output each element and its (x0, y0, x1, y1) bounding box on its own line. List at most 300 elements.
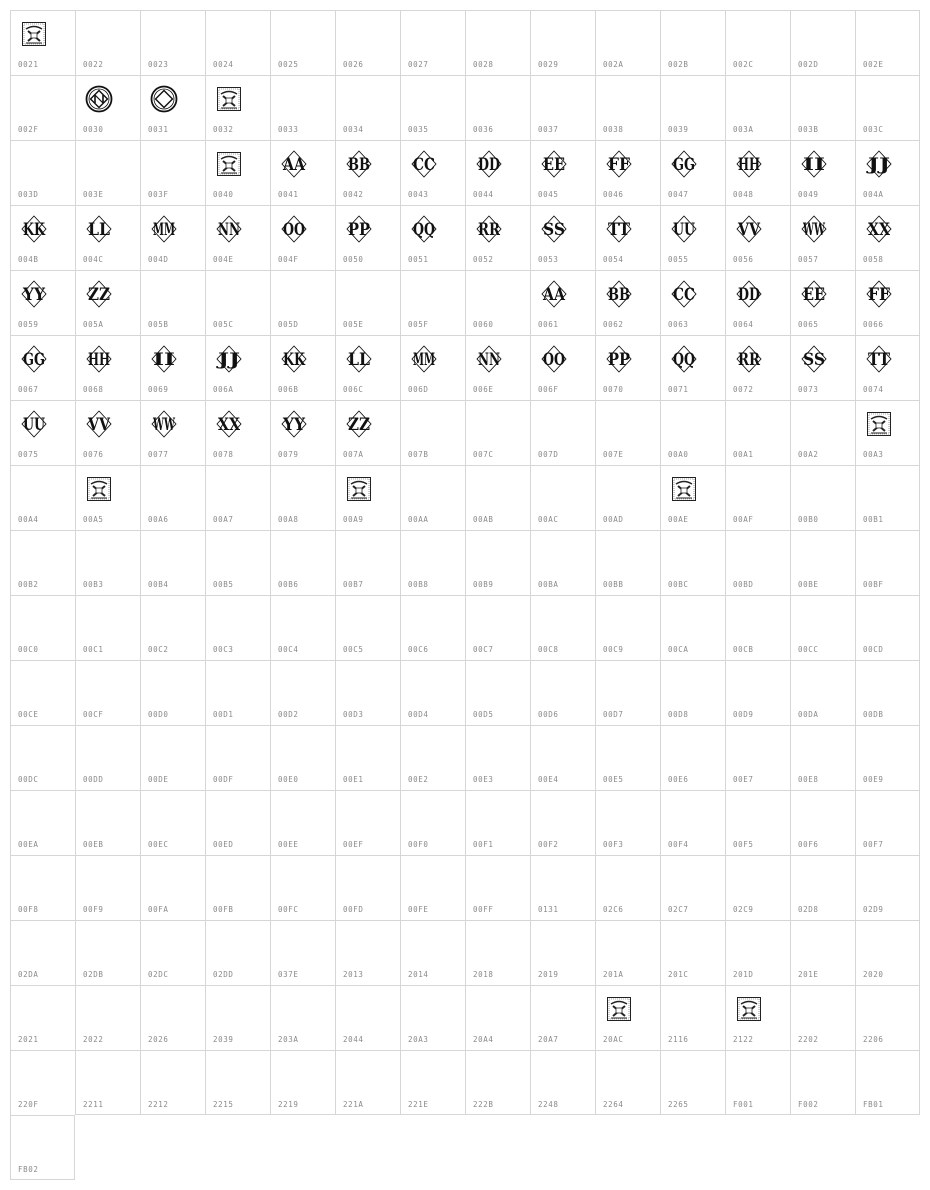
glyph-cell-00a8 (270, 465, 335, 530)
monogram-glyph (214, 214, 244, 244)
glyph-cell-0044 (465, 140, 530, 205)
emblem-icon (604, 994, 634, 1024)
monogram-letters: YY (22, 285, 46, 305)
monogram-letters: YY (282, 415, 306, 435)
monogram-glyph (344, 214, 374, 244)
glyph-cell-0022 (75, 10, 140, 75)
glyph-cell-00be (790, 530, 855, 595)
monogram-glyph (864, 344, 894, 374)
glyph-cell-02dc (140, 920, 205, 985)
glyph-code-label: 0039 (668, 125, 689, 134)
glyph-cell-00de (140, 725, 205, 790)
glyph-cell-0046 (595, 140, 660, 205)
glyph-code-label: 02C7 (668, 905, 689, 914)
glyph-code-label: 00BE (798, 580, 819, 589)
glyph-code-label: 2044 (343, 1035, 364, 1044)
glyph-code-label: 00DE (148, 775, 169, 784)
glyph-cell-00f6 (790, 790, 855, 855)
glyph-code-label: 20A3 (408, 1035, 429, 1044)
glyph-cell-00e5 (595, 725, 660, 790)
glyph-code-label: 00EA (18, 840, 39, 849)
glyph-cell-0036 (465, 75, 530, 140)
glyph-code-label: 006A (213, 385, 234, 394)
glyph-code-label: 00F8 (18, 905, 39, 914)
glyph-cell-006e (465, 335, 530, 400)
glyph-code-label: 00B4 (148, 580, 169, 589)
monogram-letters: BB (348, 155, 370, 175)
monogram-glyph (84, 279, 114, 309)
glyph-cell-f001 (725, 1050, 790, 1115)
monogram-glyph (279, 149, 309, 179)
glyph-code-label: 00B5 (213, 580, 234, 589)
glyph-cell-0072 (725, 335, 790, 400)
glyph-code-label: 00A1 (733, 450, 754, 459)
glyph-code-label: 00C8 (538, 645, 559, 654)
glyph-cell-00d6 (530, 660, 595, 725)
glyph-cell-00bf (855, 530, 920, 595)
glyph-cell-00f9 (75, 855, 140, 920)
monogram-letters: FF (868, 285, 890, 305)
glyph-cell-0074 (855, 335, 920, 400)
glyph-code-label: 02C6 (603, 905, 624, 914)
glyph-cell-2211 (75, 1050, 140, 1115)
glyph-code-label: 00E1 (343, 775, 364, 784)
glyph-code-label: 0069 (148, 385, 169, 394)
glyph-cell-0048 (725, 140, 790, 205)
glyph-code-label: 00C3 (213, 645, 234, 654)
glyph-cell-0043 (400, 140, 465, 205)
glyph-code-label: 0044 (473, 190, 494, 199)
monogram-letters: CC (673, 285, 695, 305)
glyph-cell-0076 (75, 400, 140, 465)
glyph-code-label: 0131 (538, 905, 559, 914)
glyph-code-label: 0053 (538, 255, 559, 264)
glyph-cell-20a3 (400, 985, 465, 1050)
monogram-letters: XX (218, 415, 241, 435)
glyph-code-label: 00F2 (538, 840, 559, 849)
emblem-icon (214, 149, 244, 179)
glyph-code-label: 00B7 (343, 580, 364, 589)
glyph-cell-0026 (335, 10, 400, 75)
glyph-cell-02dd (205, 920, 270, 985)
glyph-cell-007d (530, 400, 595, 465)
glyph-code-label: 005A (83, 320, 104, 329)
monogram-glyph (214, 344, 244, 374)
glyph-code-label: 0077 (148, 450, 169, 459)
glyph-code-label: 003E (83, 190, 104, 199)
monogram-glyph (734, 279, 764, 309)
monogram-glyph (344, 409, 374, 439)
glyph-code-label: 00EE (278, 840, 299, 849)
glyph-code-label: 00AE (668, 515, 689, 524)
glyph-code-label: 00CF (83, 710, 104, 719)
glyph-cell-00d5 (465, 660, 530, 725)
glyph-code-label: 02D8 (798, 905, 819, 914)
glyph-code-label: 003A (733, 125, 754, 134)
glyph-cell-00f3 (595, 790, 660, 855)
glyph-cell-2215 (205, 1050, 270, 1115)
glyph-code-label: 00EF (343, 840, 364, 849)
monogram-glyph (19, 344, 49, 374)
glyph-code-label: 00AB (473, 515, 494, 524)
glyph-code-label: 2202 (798, 1035, 819, 1044)
glyph-code-label: 0055 (668, 255, 689, 264)
emblem-icon (669, 474, 699, 504)
glyph-code-label: 0024 (213, 60, 234, 69)
glyph-cell-0039 (660, 75, 725, 140)
glyph-cell-005a (75, 270, 140, 335)
glyph-cell-002e (855, 10, 920, 75)
glyph-code-label: 00D9 (733, 710, 754, 719)
monogram-glyph (84, 344, 114, 374)
glyph-code-label: 00F6 (798, 840, 819, 849)
glyph-cell-00f2 (530, 790, 595, 855)
glyph-cell-201d (725, 920, 790, 985)
glyph-cell-0079 (270, 400, 335, 465)
glyph-cell-0050 (335, 205, 400, 270)
glyph-cell-00b2 (10, 530, 75, 595)
glyph-cell-00cb (725, 595, 790, 660)
glyph-code-label: 0054 (603, 255, 624, 264)
monogram-letters: AA (542, 285, 566, 305)
glyph-code-label: 00F7 (863, 840, 884, 849)
glyph-code-label: 2248 (538, 1100, 559, 1109)
emblem-icon (344, 474, 374, 504)
monogram-glyph (734, 149, 764, 179)
glyph-cell-201c (660, 920, 725, 985)
monogram-glyph (734, 214, 764, 244)
monogram-letters: SS (803, 350, 825, 370)
glyph-code-label: 0072 (733, 385, 754, 394)
glyph-cell-005c (205, 270, 270, 335)
monogram-letters: MM (413, 350, 436, 370)
glyph-cell-00f4 (660, 790, 725, 855)
glyph-cell-20ac (595, 985, 660, 1050)
glyph-code-label: 2264 (603, 1100, 624, 1109)
glyph-cell-00a9 (335, 465, 400, 530)
glyph-code-label: 00E9 (863, 775, 884, 784)
glyph-code-label: 003B (798, 125, 819, 134)
glyph-code-label: 221A (343, 1100, 364, 1109)
glyph-cell-003f (140, 140, 205, 205)
glyph-cell-00b1 (855, 465, 920, 530)
monogram-letters: HH (738, 155, 760, 175)
glyph-cell-004d (140, 205, 205, 270)
glyph-cell-0035 (400, 75, 465, 140)
glyph-cell-00d1 (205, 660, 270, 725)
glyph-cell-007a (335, 400, 400, 465)
glyph-cell-0075 (10, 400, 75, 465)
glyph-cell-02c6 (595, 855, 660, 920)
glyph-code-label: 00E5 (603, 775, 624, 784)
glyph-code-label: 0041 (278, 190, 299, 199)
glyph-cell-004e (205, 205, 270, 270)
glyph-cell-0021 (10, 10, 75, 75)
glyph-cell-0070 (595, 335, 660, 400)
glyph-code-label: 00BC (668, 580, 689, 589)
glyph-code-label: 0025 (278, 60, 299, 69)
glyph-cell-0029 (530, 10, 595, 75)
monogram-glyph (864, 214, 894, 244)
glyph-cell-037e (270, 920, 335, 985)
glyph-cell-00bc (660, 530, 725, 595)
glyph-code-label: 00CC (798, 645, 819, 654)
glyph-cell-00a0 (660, 400, 725, 465)
glyph-code-label: 0033 (278, 125, 299, 134)
glyph-cell-00eb (75, 790, 140, 855)
glyph-cell-00a1 (725, 400, 790, 465)
glyph-code-label: 00FE (408, 905, 429, 914)
monogram-letters: EE (543, 155, 566, 175)
glyph-code-label: 0050 (343, 255, 364, 264)
glyph-cell-0071 (660, 335, 725, 400)
glyph-code-label: 00A6 (148, 515, 169, 524)
glyph-cell-00ec (140, 790, 205, 855)
glyph-code-label: 00E7 (733, 775, 754, 784)
glyph-cell-0063 (660, 270, 725, 335)
glyph-cell-00b6 (270, 530, 335, 595)
glyph-cell-0028 (465, 10, 530, 75)
glyph-code-label: 20AC (603, 1035, 624, 1044)
glyph-code-label: 005C (213, 320, 234, 329)
glyph-cell-0052 (465, 205, 530, 270)
glyph-code-label: 00A8 (278, 515, 299, 524)
glyph-code-label: 00FF (473, 905, 494, 914)
glyph-cell-00b0 (790, 465, 855, 530)
glyph-cell-00d4 (400, 660, 465, 725)
glyph-cell-003d (10, 140, 75, 205)
glyph-cell-0056 (725, 205, 790, 270)
glyph-cell-0054 (595, 205, 660, 270)
glyph-cell-00cd (855, 595, 920, 660)
glyph-cell-00c5 (335, 595, 400, 660)
glyph-cell-007c (465, 400, 530, 465)
monogram-letters: TT (868, 350, 891, 370)
glyph-cell-00e8 (790, 725, 855, 790)
glyph-cell-fb01 (855, 1050, 920, 1115)
glyph-cell-003b (790, 75, 855, 140)
glyph-code-label: 002D (798, 60, 819, 69)
monogram-glyph (539, 149, 569, 179)
glyph-code-label: 00E6 (668, 775, 689, 784)
glyph-cell-0032 (205, 75, 270, 140)
glyph-code-label: 00D2 (278, 710, 299, 719)
glyph-code-label: 005F (408, 320, 429, 329)
glyph-code-label: 0068 (83, 385, 104, 394)
glyph-code-label: 0029 (538, 60, 559, 69)
glyph-cell-0078 (205, 400, 270, 465)
glyph-cell-005f (400, 270, 465, 335)
monogram-letters: DD (478, 155, 501, 175)
monogram-letters: EE (803, 285, 826, 305)
glyph-code-label: 02C9 (733, 905, 754, 914)
glyph-cell-00f5 (725, 790, 790, 855)
glyph-code-label: 0058 (863, 255, 884, 264)
glyph-cell-00a6 (140, 465, 205, 530)
monogram-glyph (799, 149, 829, 179)
monogram-glyph (474, 149, 504, 179)
glyph-cell-0038 (595, 75, 660, 140)
glyph-code-label: 02DB (83, 970, 104, 979)
glyph-code-label: 00B2 (18, 580, 39, 589)
glyph-code-label: 00B8 (408, 580, 429, 589)
glyph-cell-002c (725, 10, 790, 75)
glyph-cell-00e0 (270, 725, 335, 790)
monogram-glyph (539, 214, 569, 244)
glyph-cell-00af (725, 465, 790, 530)
monogram-letters: DD (738, 285, 761, 305)
monogram-glyph (214, 409, 244, 439)
glyph-code-label: 0067 (18, 385, 39, 394)
monogram-letters: ZZ (348, 415, 370, 435)
glyph-cell-20a7 (530, 985, 595, 1050)
glyph-code-label: 00DD (83, 775, 104, 784)
glyph-cell-00e6 (660, 725, 725, 790)
glyph-cell-2044 (335, 985, 400, 1050)
circle-monogram-icon (84, 84, 114, 114)
glyph-cell-0059 (10, 270, 75, 335)
glyph-code-label: 00FB (213, 905, 234, 914)
glyph-cell-0055 (660, 205, 725, 270)
monogram-letters: WW (152, 415, 176, 435)
glyph-code-label: 2211 (83, 1100, 104, 1109)
glyph-code-label: 20A4 (473, 1035, 494, 1044)
glyph-code-label: 2022 (83, 1035, 104, 1044)
monogram-glyph (864, 279, 894, 309)
glyph-cell-00fb (205, 855, 270, 920)
glyph-cell-2206 (855, 985, 920, 1050)
glyph-code-label: 2206 (863, 1035, 884, 1044)
glyph-code-label: 00BD (733, 580, 754, 589)
glyph-code-label: 0045 (538, 190, 559, 199)
monogram-letters: OO (543, 350, 566, 370)
glyph-code-label: 00A9 (343, 515, 364, 524)
glyph-cell-0061 (530, 270, 595, 335)
glyph-code-label: FB01 (863, 1100, 884, 1109)
monogram-glyph (604, 149, 634, 179)
glyph-code-label: 0043 (408, 190, 429, 199)
glyph-code-label: 007E (603, 450, 624, 459)
glyph-code-label: 0076 (83, 450, 104, 459)
glyph-cell-002f (10, 75, 75, 140)
glyph-cell-00a4 (10, 465, 75, 530)
glyph-cell-2202 (790, 985, 855, 1050)
glyph-code-label: 006D (408, 385, 429, 394)
glyph-cell-0057 (790, 205, 855, 270)
glyph-cell-00a2 (790, 400, 855, 465)
glyph-cell-fb02 (10, 1115, 75, 1180)
glyph-code-label: 00E8 (798, 775, 819, 784)
glyph-cell-221e (400, 1050, 465, 1115)
glyph-code-label: 00CD (863, 645, 884, 654)
glyph-cell-2122 (725, 985, 790, 1050)
monogram-letters: VV (737, 220, 761, 240)
glyph-code-label: 007A (343, 450, 364, 459)
glyph-cell-00ac (530, 465, 595, 530)
glyph-cell-00b3 (75, 530, 140, 595)
glyph-cell-00b8 (400, 530, 465, 595)
glyph-code-label: 0057 (798, 255, 819, 264)
glyph-code-label: 0073 (798, 385, 819, 394)
glyph-cell-2026 (140, 985, 205, 1050)
glyph-cell-00df (205, 725, 270, 790)
glyph-cell-00cf (75, 660, 140, 725)
glyph-code-label: 00FA (148, 905, 169, 914)
glyph-code-label: 00EC (148, 840, 169, 849)
glyph-code-label: 00D3 (343, 710, 364, 719)
glyph-code-label: 00A7 (213, 515, 234, 524)
glyph-code-label: 00F4 (668, 840, 689, 849)
glyph-cell-006d (400, 335, 465, 400)
glyph-cell-201a (595, 920, 660, 985)
glyph-cell-004a (855, 140, 920, 205)
monogram-glyph (799, 344, 829, 374)
glyph-code-label: 00D8 (668, 710, 689, 719)
glyph-cell-00ed (205, 790, 270, 855)
glyph-cell-00ae (660, 465, 725, 530)
glyph-cell-00fa (140, 855, 205, 920)
monogram-letters: II (153, 350, 176, 370)
monogram-letters: AA (282, 155, 306, 175)
monogram-glyph (279, 214, 309, 244)
glyph-code-label: 00D5 (473, 710, 494, 719)
glyph-cell-00aa (400, 465, 465, 530)
glyph-cell-201e (790, 920, 855, 985)
glyph-cell-0031 (140, 75, 205, 140)
glyph-cell-00bd (725, 530, 790, 595)
monogram-letters: JJ (865, 155, 890, 175)
glyph-cell-00b5 (205, 530, 270, 595)
emblem-icon (84, 474, 114, 504)
monogram-glyph (799, 279, 829, 309)
glyph-code-label: 0052 (473, 255, 494, 264)
glyph-cell-2219 (270, 1050, 335, 1115)
glyph-cell-00dd (75, 725, 140, 790)
monogram-letters: XX (868, 220, 891, 240)
glyph-code-label: 00BF (863, 580, 884, 589)
glyph-cell-0060 (465, 270, 530, 335)
glyph-cell-0131 (530, 855, 595, 920)
glyph-cell-0065 (790, 270, 855, 335)
monogram-letters: GG (23, 350, 45, 370)
glyph-code-label: 0038 (603, 125, 624, 134)
glyph-cell-2020 (855, 920, 920, 985)
glyph-code-label: 0078 (213, 450, 234, 459)
monogram-letters: JJ (215, 350, 240, 370)
glyph-code-label: 004C (83, 255, 104, 264)
glyph-code-label: 005D (278, 320, 299, 329)
glyph-code-label: F002 (798, 1100, 819, 1109)
monogram-glyph (409, 149, 439, 179)
glyph-code-label: 007C (473, 450, 494, 459)
monogram-glyph (539, 279, 569, 309)
monogram-letters: NN (218, 220, 240, 240)
glyph-cell-004f (270, 205, 335, 270)
glyph-code-label: 220F (18, 1100, 39, 1109)
monogram-letters: WW (802, 220, 826, 240)
glyph-cell-0024 (205, 10, 270, 75)
emblem-icon (864, 409, 894, 439)
glyph-cell-00c8 (530, 595, 595, 660)
monogram-glyph (19, 279, 49, 309)
glyph-cell-0042 (335, 140, 400, 205)
glyph-code-label: 2014 (408, 970, 429, 979)
glyph-code-label: 0064 (733, 320, 754, 329)
glyph-cell-00ef (335, 790, 400, 855)
glyph-code-label: 003F (148, 190, 169, 199)
glyph-cell-0062 (595, 270, 660, 335)
glyph-code-label: 0060 (473, 320, 494, 329)
